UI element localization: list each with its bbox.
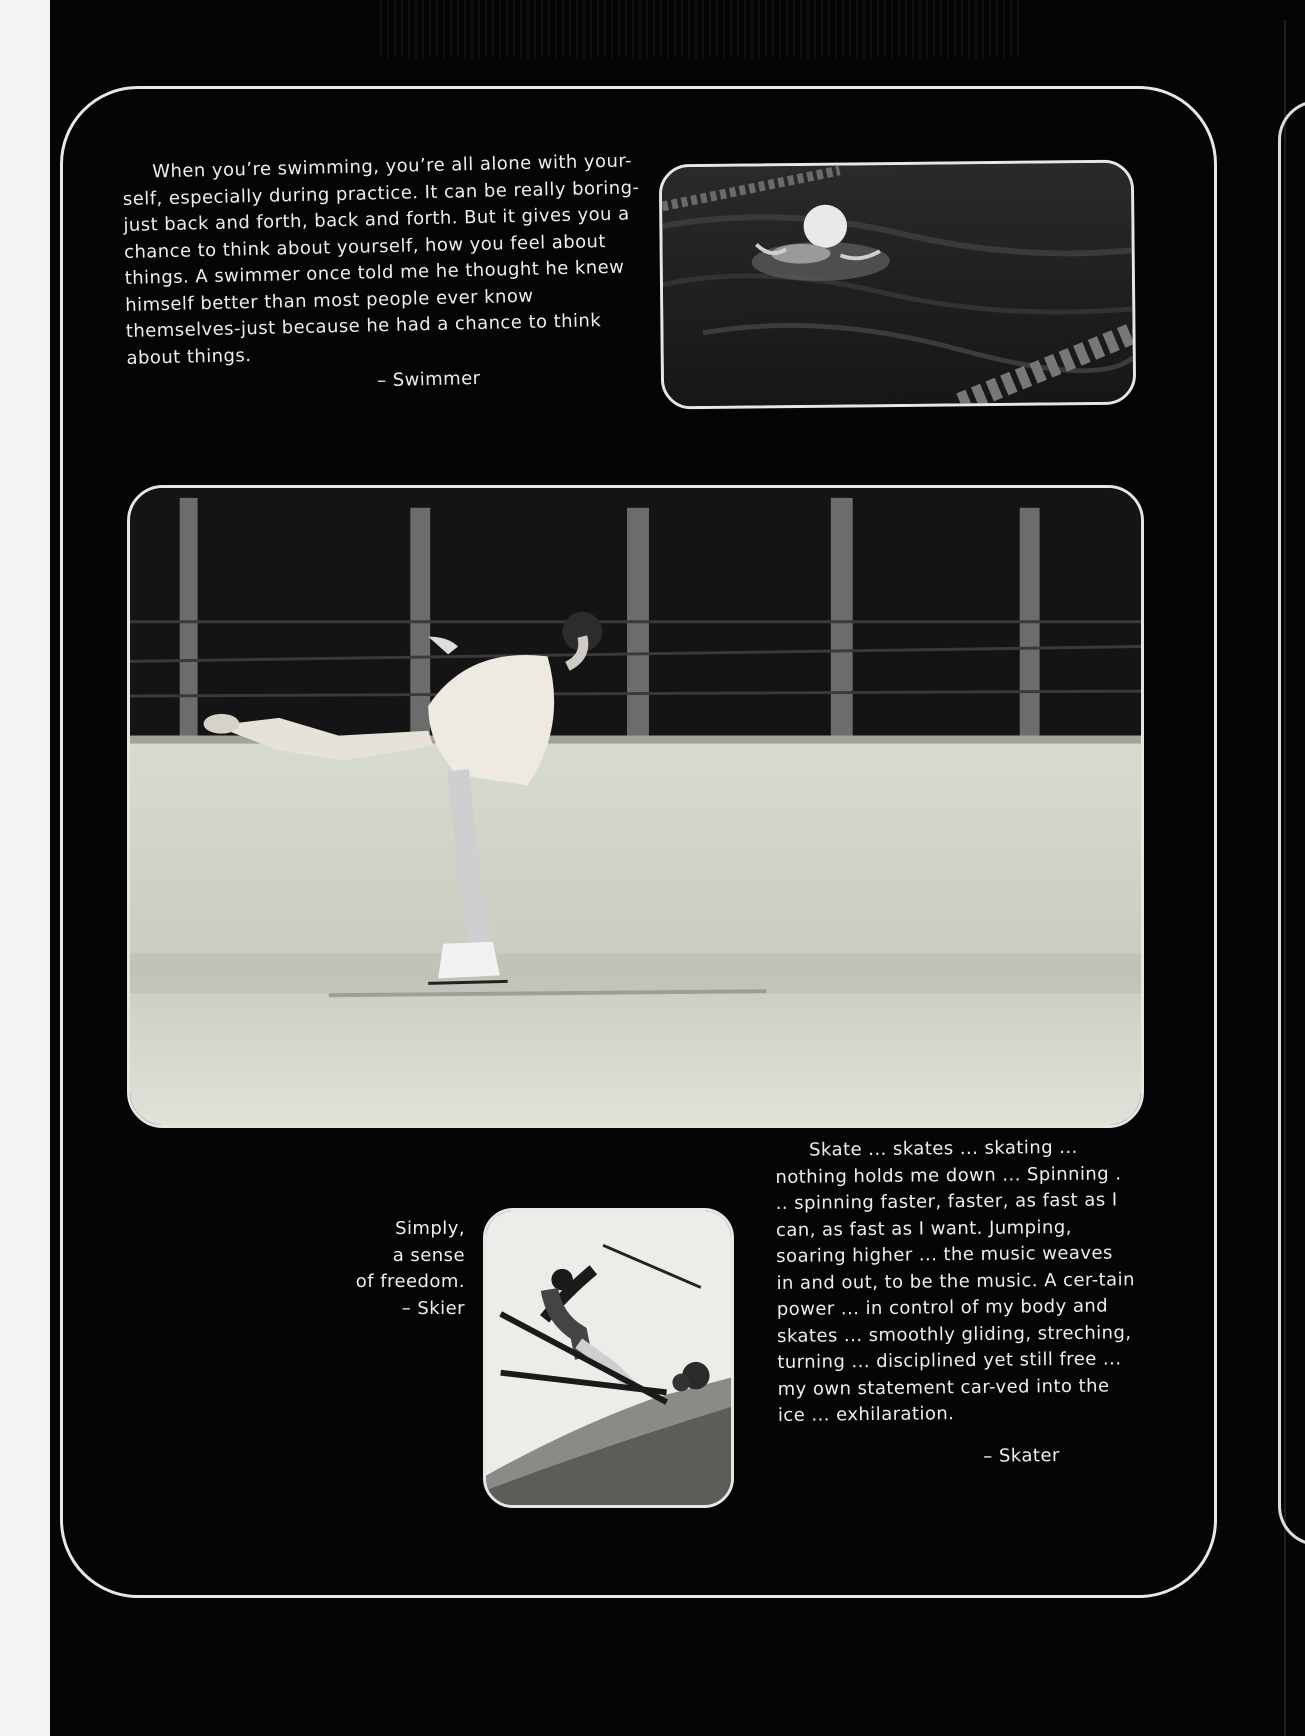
skier-photo [483, 1208, 734, 1508]
skier-quote [355, 1216, 465, 1322]
swimmer-photo [659, 160, 1137, 410]
skier-quote-line: a sense [392, 1244, 465, 1266]
skater-attribution: – Skater [983, 1444, 1060, 1467]
facing-page-frame-edge [1278, 100, 1305, 1546]
swimmer-quote-text: When you’re swimming, you’re all alone with your-self, especially during practice. It can be really boring-just back and forth, back and forth. But it gives you a chance to think about yourself, how you feel about things. A swimmer once told me he thought he knew himself better than most people ever know themselves-just because he had a chance to think about things. [122, 150, 640, 369]
skater-quote [775, 1134, 1138, 1472]
skier-quote-line: Simply, [395, 1218, 465, 1239]
figure-skater-photo [127, 485, 1144, 1128]
skier-quote-line: of freedom. [355, 1271, 465, 1292]
skier-attribution: – Skier [401, 1297, 465, 1319]
scan-texture [380, 0, 1020, 58]
skater-quote-text: Skate ... skates ... skating ... nothing holds me down ... Spinning . .. spinning faster, faster, as fast as I can, as fast as I want. Jumping, soaring higher ... the music weaves in and out, to be the music. A cer-tain power ... in control of my body and skates ... smoothly gliding, streching, turning ... disciplined yet still free ... my own statement car-ved into the ice ... exhilaration. [775, 1136, 1135, 1426]
swimmer-attribution: – Swimmer [376, 367, 481, 392]
swimmer-quote [122, 148, 647, 400]
